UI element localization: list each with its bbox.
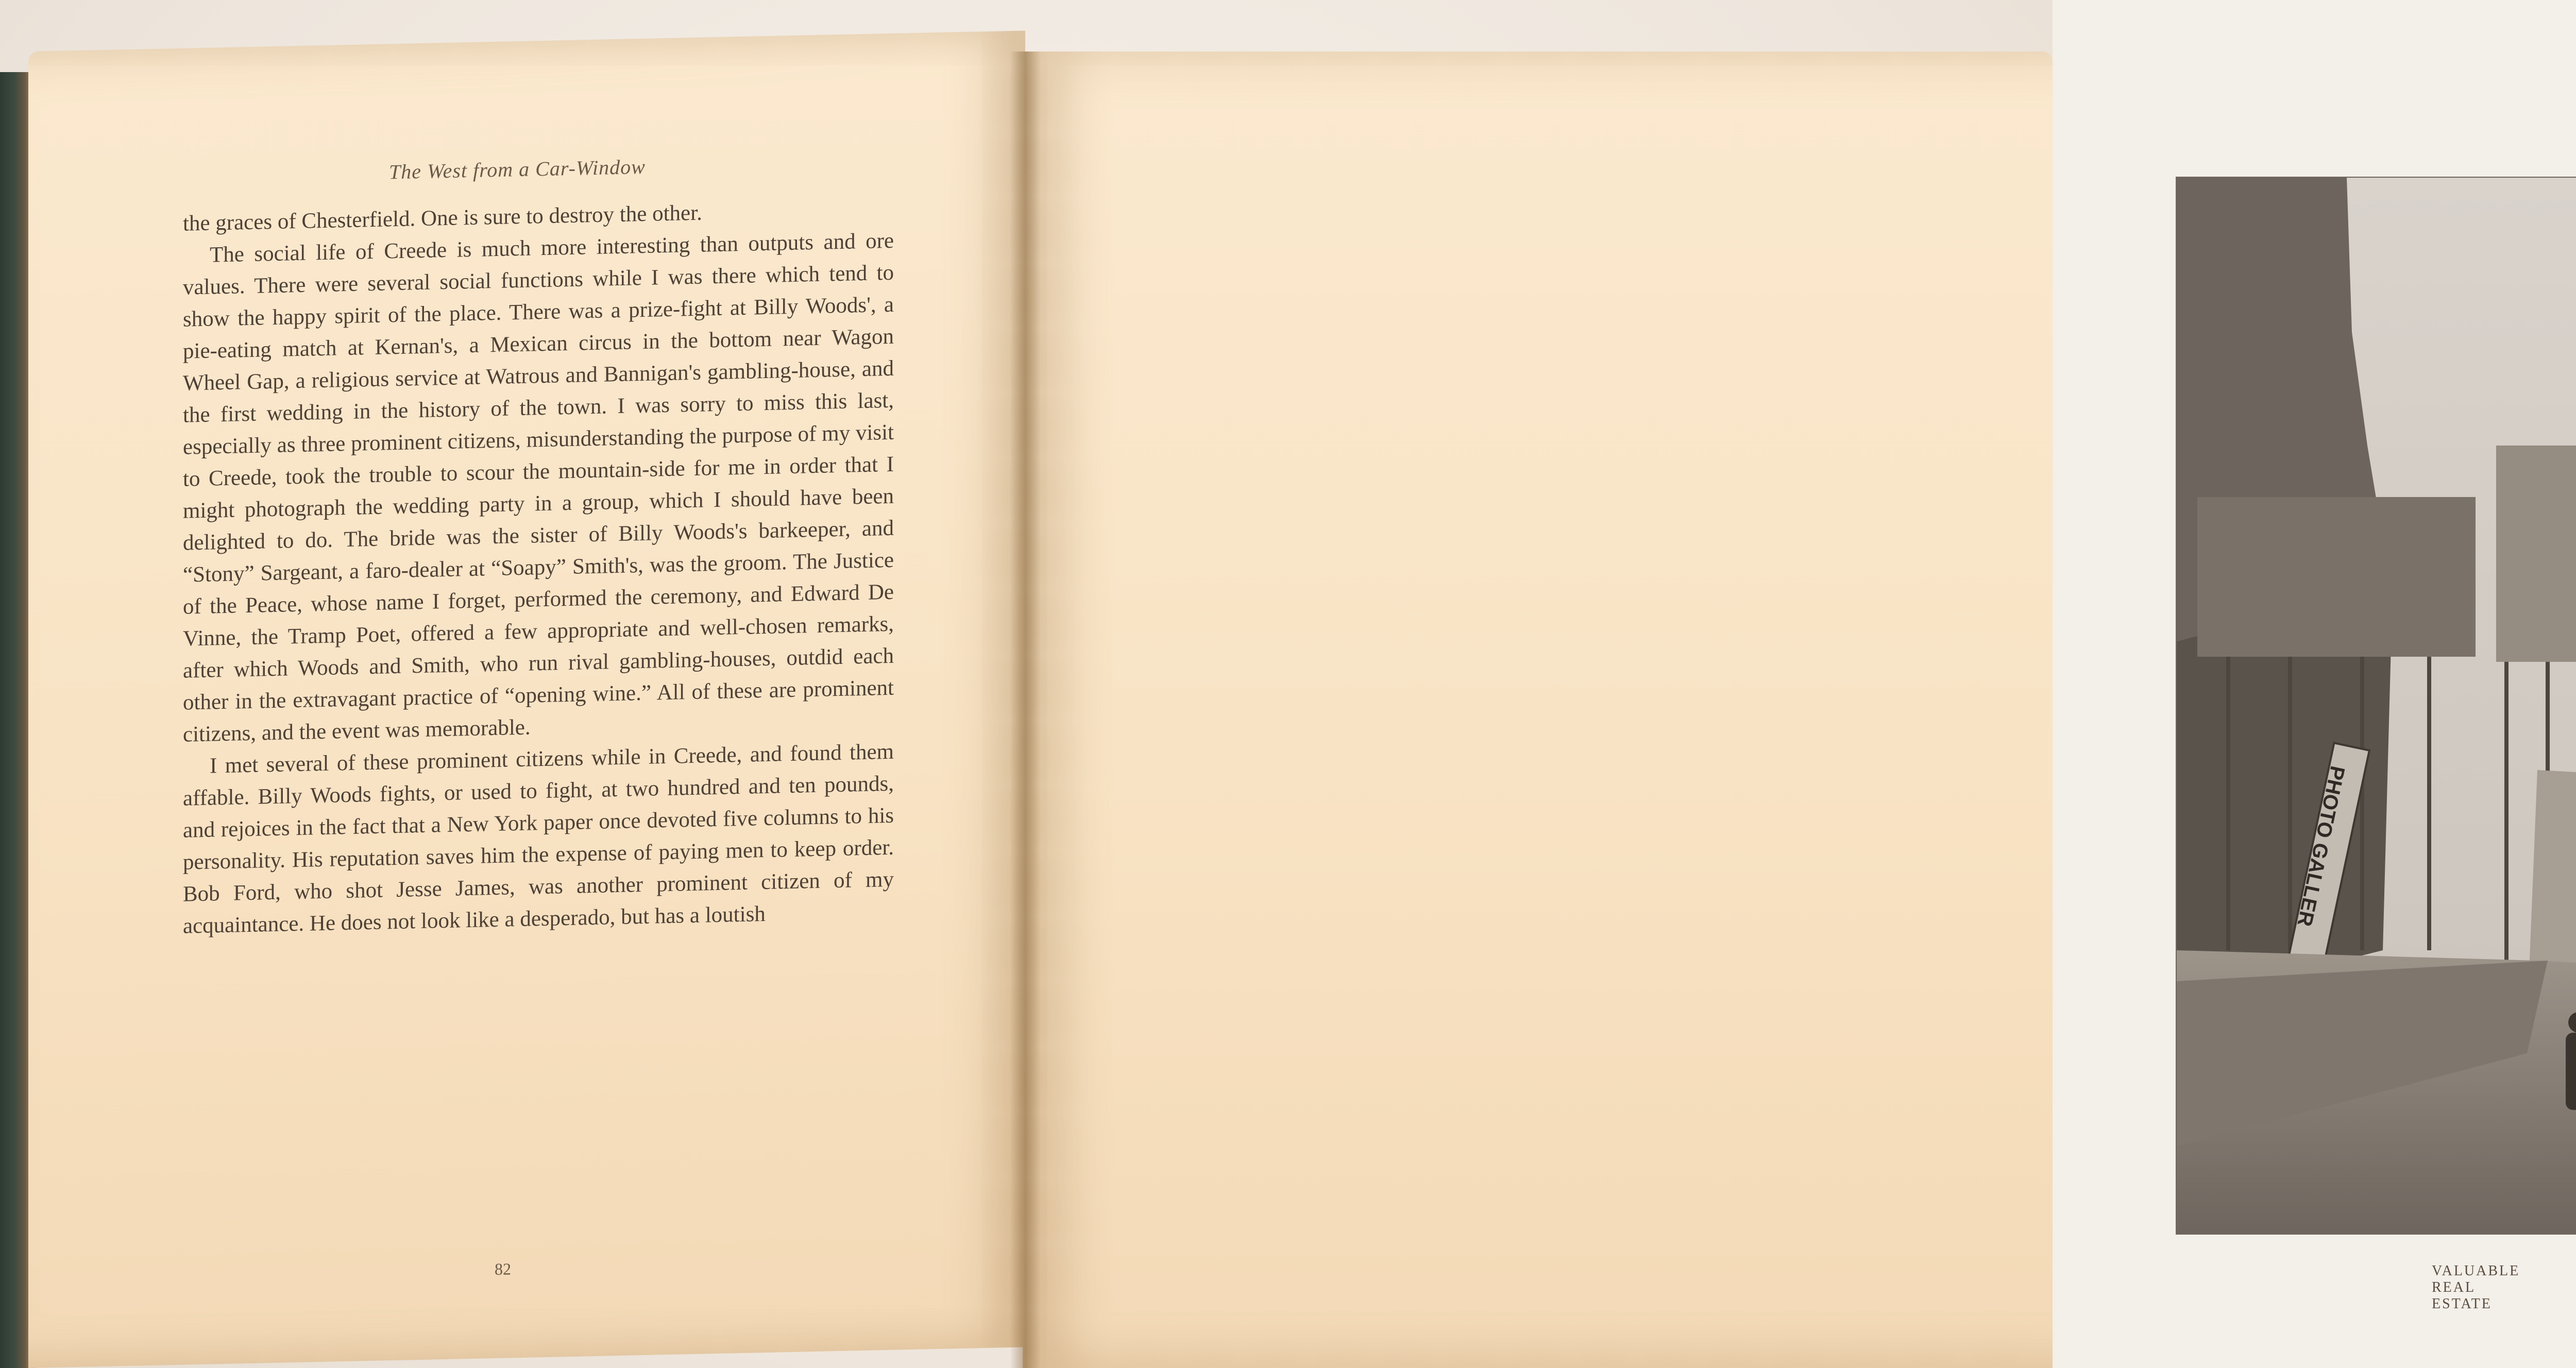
right-page: [1023, 52, 2520, 1368]
photograph-plate: [2177, 178, 2576, 1234]
paragraph-3: I met several of these prominent citizens while in Creede, and found them affable. Billy Woods fights, or used to fight, at two hundred and ten pounds, and rejoices in the fact that a New York paper once devoted five columns to his personality. His reputation saves him the expense of paying men to keep order. Bob Ford, who shot Jesse James, was another prominent citizen of my acquaintance. He does not look like a desperado, but has a loutish: [183, 739, 894, 938]
running-head: The West from a Car-Window: [389, 155, 646, 184]
sign-lettering: PHOTO GALLER: [2293, 764, 2349, 929]
open-book: [0, 52, 2520, 1368]
photograph-illustration: [2177, 178, 2576, 1234]
left-page: [28, 30, 1025, 1368]
plate-caption: VALUABLE REAL ESTATE: [2432, 1263, 2520, 1312]
paragraph-1: the graces of Chesterfield. One is sure to destroy the other.: [183, 200, 702, 236]
upper-building: [2197, 497, 2476, 657]
body-text: [183, 193, 894, 943]
false-front: [2496, 446, 2576, 662]
paragraph-2: The social life of Creede is much more interesting than outputs and ore values. There were several social functions while I was there which tend to show the happy spirit of the place. There was a prize-fight at Billy Woods', a pie-eating match at Kernan's, a Mexican circus in the bottom near Wagon Wheel Gap, a religious service at Watrous and Bannigan's gambling-house, and the first wedding in the history of the town. I was sorry to miss this last, especially as three prominent citizens, misunderstanding the purpose of my visit to Creede, took the trouble to scour the mountain-side for me in order that I might photograph the wedding party in a group, which I should have been delighted to do. The bride was the sister of Billy Woods's barkeeper, and “Stony” Sargeant, a faro-dealer at “Soapy” Smith's, was the groom. The Justice of the Peace, whose name I forget, performed the ceremony, and Edward De Vinne, the Tramp Poet, offered a few appropriate and well-chosen remarks, after which Woods and Smith, who run rival gambling-houses, outdid each other in the extravagant practice of “opening wine.” All of these are prominent citizens, and the event was memorable.: [183, 228, 894, 747]
book-gutter: [1010, 52, 1041, 1368]
page-number: 82: [495, 1259, 511, 1279]
